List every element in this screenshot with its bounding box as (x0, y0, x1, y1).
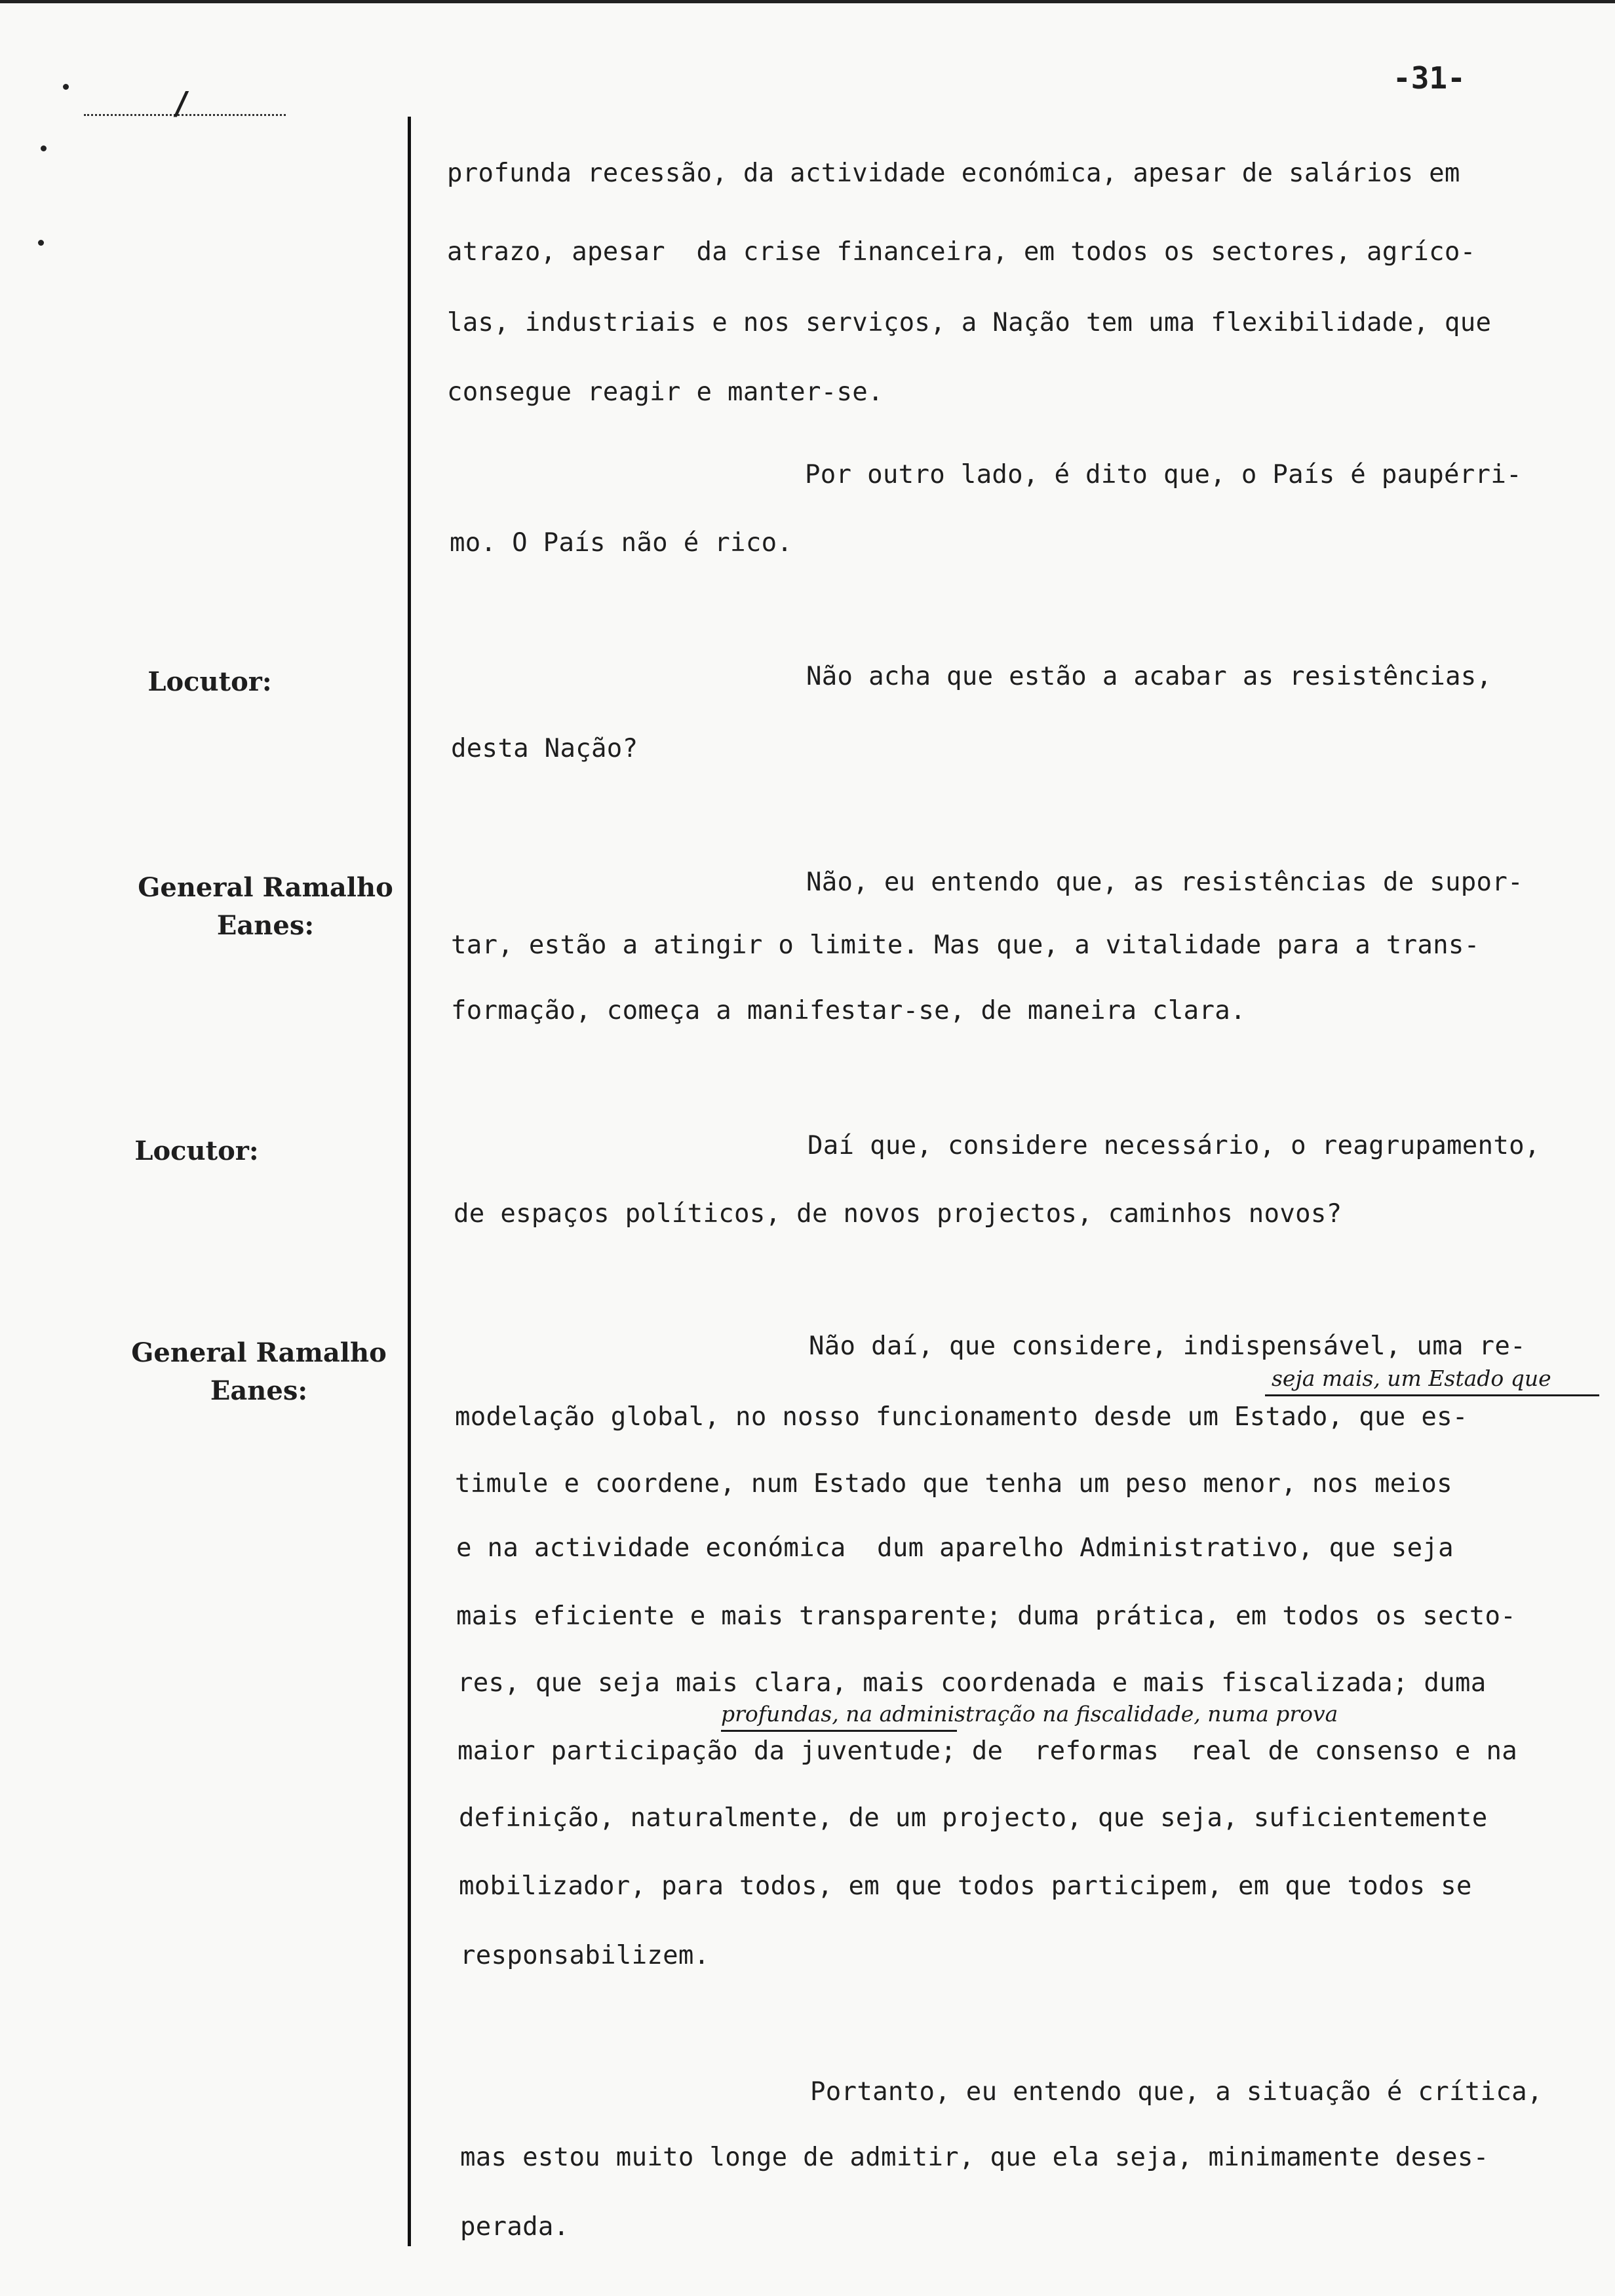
transcript-line: responsabilizem. (460, 1941, 710, 1970)
handwritten-underline (1265, 1394, 1599, 1396)
transcript-line: timule e coordene, num Estado que tenha um peso menor, nos meios (455, 1469, 1452, 1499)
transcript-line: formação, começa a manifestar-se, de maneira clara. (451, 996, 1246, 1025)
transcript-line: perada. (460, 2212, 570, 2242)
transcript-line: Daí que, considere necessário, o reagrupamento, (808, 1131, 1540, 1160)
transcript-line: definição, naturalmente, de um projecto, que seja, suficientemente (459, 1803, 1488, 1833)
transcript-line: Por outro lado, é dito que, o País é paupérri- (805, 460, 1522, 489)
transcript-line: profunda recessão, da actividade económica, apesar de salários em (447, 159, 1460, 188)
transcript-line: res, que seja mais clara, mais coordenada e mais fiscalizada; duma (457, 1668, 1487, 1698)
speaker-general-ramalho-eanes: General Ramalho Eanes: (131, 1337, 387, 1406)
transcript-line: mas estou muito longe de admitir, que ela seja, minimamente deses- (460, 2143, 1489, 2172)
speaker-general-ramalho-eanes: General Ramalho Eanes: (138, 872, 393, 941)
transcript-line: las, industriais e nos serviços, a Nação tem uma flexibilidade, que (447, 308, 1492, 337)
transcript-line: desta Nação? (451, 734, 638, 763)
transcript-line: de espaços políticos, de novos projectos, caminhos novos? (454, 1199, 1342, 1229)
transcript-line: mais eficiente e mais transparente; duma prática, em todos os secto- (456, 1601, 1517, 1631)
transcript-line: mo. O País não é rico. (450, 528, 793, 558)
handwritten-insertion: profundas, na administração na fiscalidade, numa prova (721, 1701, 1338, 1727)
transcript-line: consegue reagir e manter-se. (447, 377, 884, 407)
speaker-locutor: Locutor: (134, 1136, 259, 1166)
transcript-line: Não, eu entendo que, as resistências de supor- (806, 868, 1523, 897)
handwritten-insertion: seja mais, um Estado que (1272, 1366, 1551, 1391)
transcript-line: atrazo, apesar da crise financeira, em todos os sectores, agríco- (447, 237, 1476, 267)
page-number: -31- (1393, 60, 1466, 96)
margin-dot (63, 84, 69, 90)
transcript-line: tar, estão a atingir o limite. Mas que, a vitalidade para a trans- (451, 930, 1480, 960)
transcript-line: Não acha que estão a acabar as resistências, (806, 662, 1492, 691)
transcript-line: maior participação da juventude; de reformas real de consenso e na (457, 1736, 1518, 1766)
speaker-locutor: Locutor: (147, 666, 272, 697)
transcript-line: Portanto, eu entendo que, a situação é crítica, (810, 2077, 1543, 2107)
handwritten-underline (721, 1730, 957, 1732)
transcript-line: Não daí, que considere, indispensável, uma re- (809, 1331, 1526, 1361)
margin-dot (38, 240, 44, 246)
transcript-line: modelação global, no nosso funcionamento desde um Estado, que es- (455, 1402, 1468, 1432)
margin-slash-mark: / (172, 85, 191, 122)
transcript-line: e na actividade económica dum aparelho Administrativo, que seja (456, 1533, 1454, 1563)
margin-dot (41, 145, 47, 151)
top-rule (0, 0, 1615, 3)
transcript-line: mobilizador, para todos, em que todos participem, em que todos se (459, 1871, 1472, 1901)
margin-vertical-rule (408, 117, 411, 2246)
